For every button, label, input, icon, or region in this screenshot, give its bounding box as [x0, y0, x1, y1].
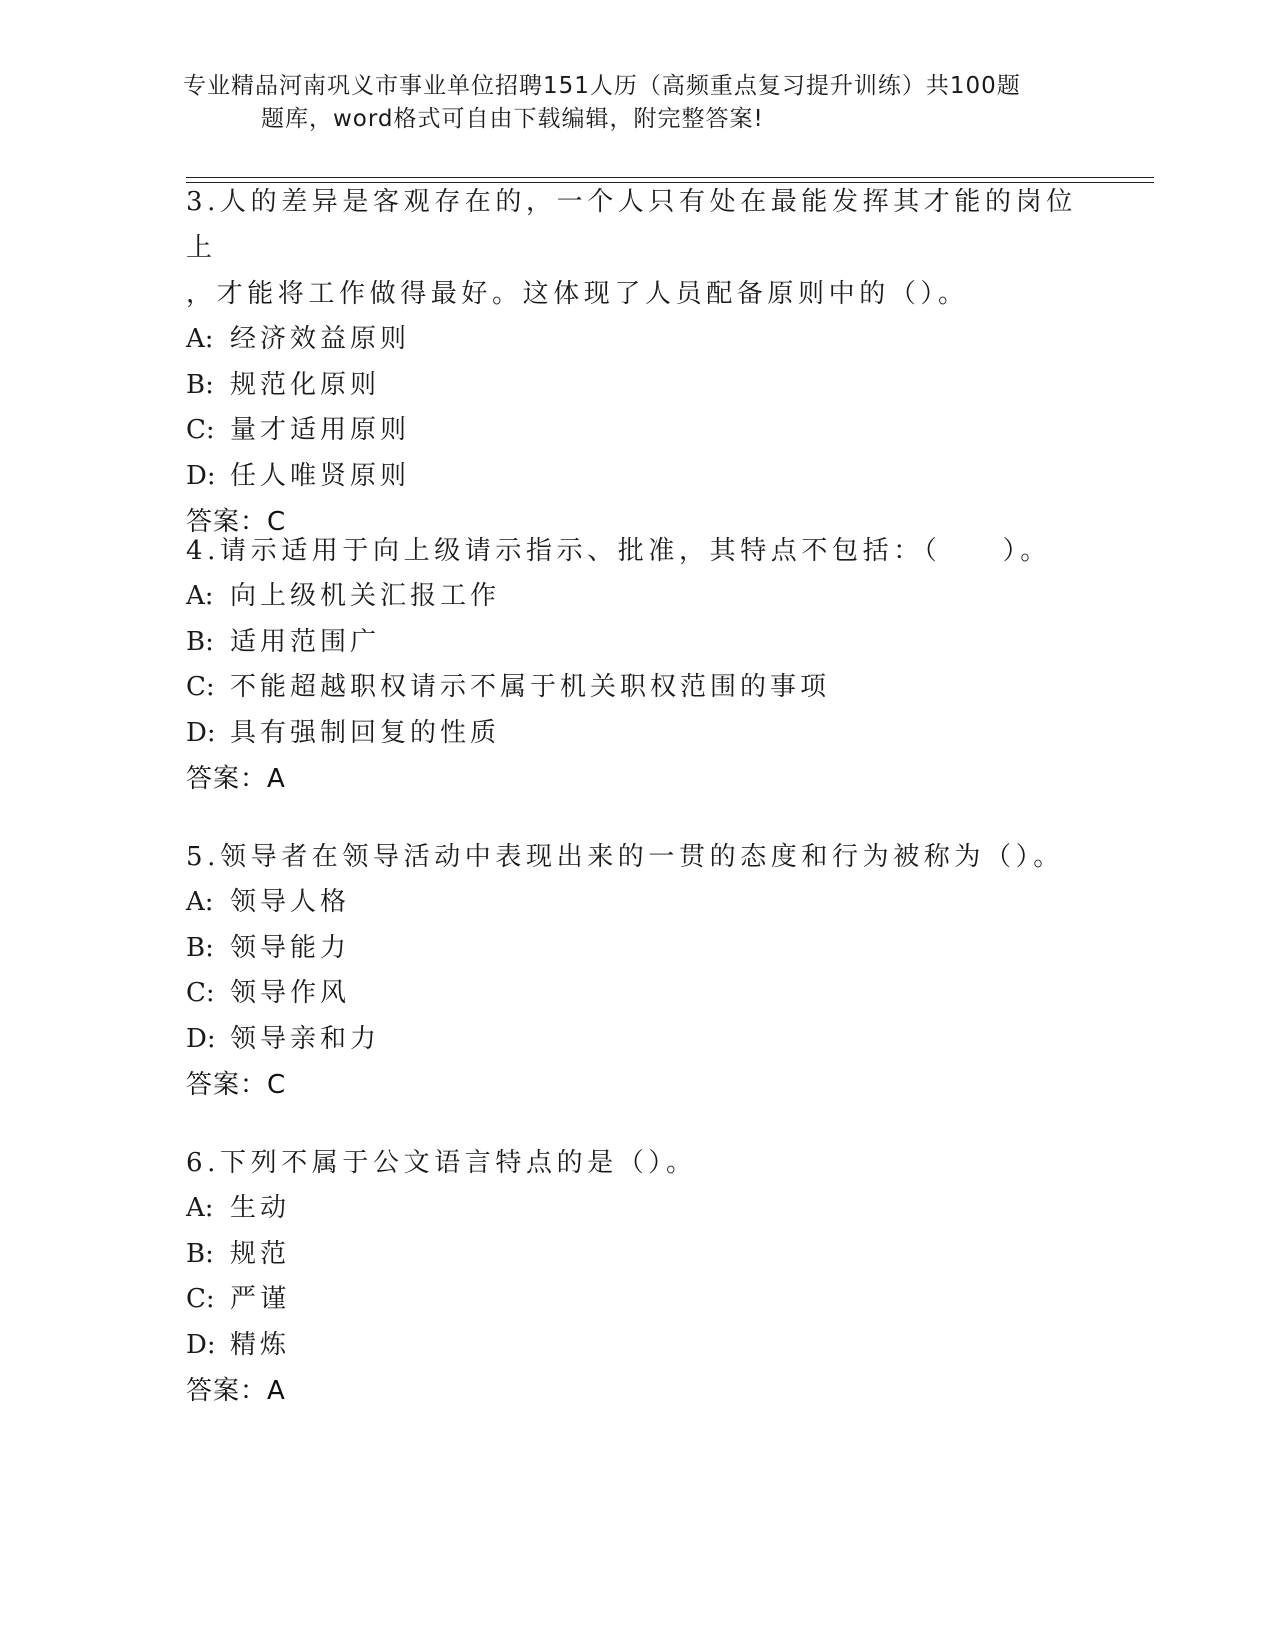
option-letter: A:	[186, 581, 214, 611]
option-text: 量才适用原则	[230, 415, 411, 445]
answer-line: 答案：A	[186, 764, 286, 794]
option-letter: B:	[186, 932, 214, 963]
option-text: 具有强制回复的性质	[230, 717, 501, 748]
option-letter: A:	[186, 324, 214, 354]
option-text: 领导作风	[230, 978, 351, 1008]
option-letter: C:	[186, 978, 215, 1008]
option-letter: D:	[186, 1329, 216, 1360]
option-text: 生动	[230, 1193, 291, 1223]
option-letter: B:	[186, 369, 214, 400]
question-text-line: 3.人的差异是客观存在的，一个人只有处在最能发挥其才能的岗位上	[186, 187, 1077, 263]
option-c	[186, 665, 1086, 711]
question-text-line: ，才能将工作做得最好。这体现了人员配备原则中的（）。	[186, 279, 969, 309]
option-c	[186, 408, 1086, 454]
option-text: 适用范围广	[230, 626, 381, 657]
option-letter: D:	[186, 460, 216, 491]
document-header	[183, 70, 1063, 136]
option-b	[186, 1232, 1086, 1278]
answer-line: 答案：A	[186, 1376, 286, 1406]
option-d	[186, 454, 1086, 500]
option-text: 任人唯贤原则	[230, 460, 411, 491]
option-letter: B:	[186, 626, 214, 657]
option-letter: B:	[186, 1238, 214, 1269]
header-title-line-2: 题库，word格式可自由下载编辑，附完整答案!	[261, 106, 764, 132]
option-a	[186, 1186, 1086, 1232]
option-text: 领导能力	[230, 932, 351, 963]
answer-line: 答案：C	[186, 507, 287, 537]
option-text: 向上级机关汇报工作	[230, 581, 501, 611]
option-d	[186, 1017, 1086, 1063]
option-letter: A:	[186, 887, 214, 917]
option-text: 领导亲和力	[230, 1023, 381, 1054]
option-text: 规范化原则	[230, 369, 381, 400]
option-text: 精炼	[230, 1329, 291, 1360]
option-b	[186, 363, 1086, 409]
option-letter: C:	[186, 672, 215, 702]
option-text: 规范	[230, 1238, 291, 1269]
option-text: 严谨	[230, 1284, 291, 1314]
option-c	[186, 1277, 1086, 1323]
question-text-line: 4.请示适用于向上级请示指示、批准，其特点不包括：（ ）。	[186, 536, 1051, 566]
option-letter: D:	[186, 1023, 216, 1054]
option-letter: D:	[186, 717, 216, 748]
question-3	[186, 179, 1086, 545]
question-5	[186, 834, 1086, 1108]
option-text: 不能超越职权请示不属于机关职权范围的事项	[230, 672, 831, 702]
question-text-line: 6.下列不属于公文语言特点的是（）。	[186, 1148, 697, 1178]
header-divider-top	[186, 177, 1154, 178]
option-b	[186, 620, 1086, 666]
answer-line: 答案：C	[186, 1070, 287, 1100]
option-text: 经济效益原则	[230, 324, 411, 354]
option-d	[186, 1323, 1086, 1369]
option-letter: A:	[186, 1193, 214, 1223]
option-letter: C:	[186, 415, 215, 445]
option-a	[186, 317, 1086, 363]
option-c	[186, 971, 1086, 1017]
option-a	[186, 574, 1086, 620]
option-d	[186, 711, 1086, 757]
option-a	[186, 880, 1086, 926]
question-6	[186, 1140, 1086, 1414]
option-letter: C:	[186, 1284, 215, 1314]
option-b	[186, 926, 1086, 972]
question-text-line: 5.领导者在领导活动中表现出来的一贯的态度和行为被称为（）。	[186, 842, 1064, 872]
question-4	[186, 528, 1086, 802]
header-title-line-1: 专业精品河南巩义市事业单位招聘151人历（高频重点复习提升训练）共100题	[183, 73, 1021, 99]
option-text: 领导人格	[230, 887, 351, 917]
